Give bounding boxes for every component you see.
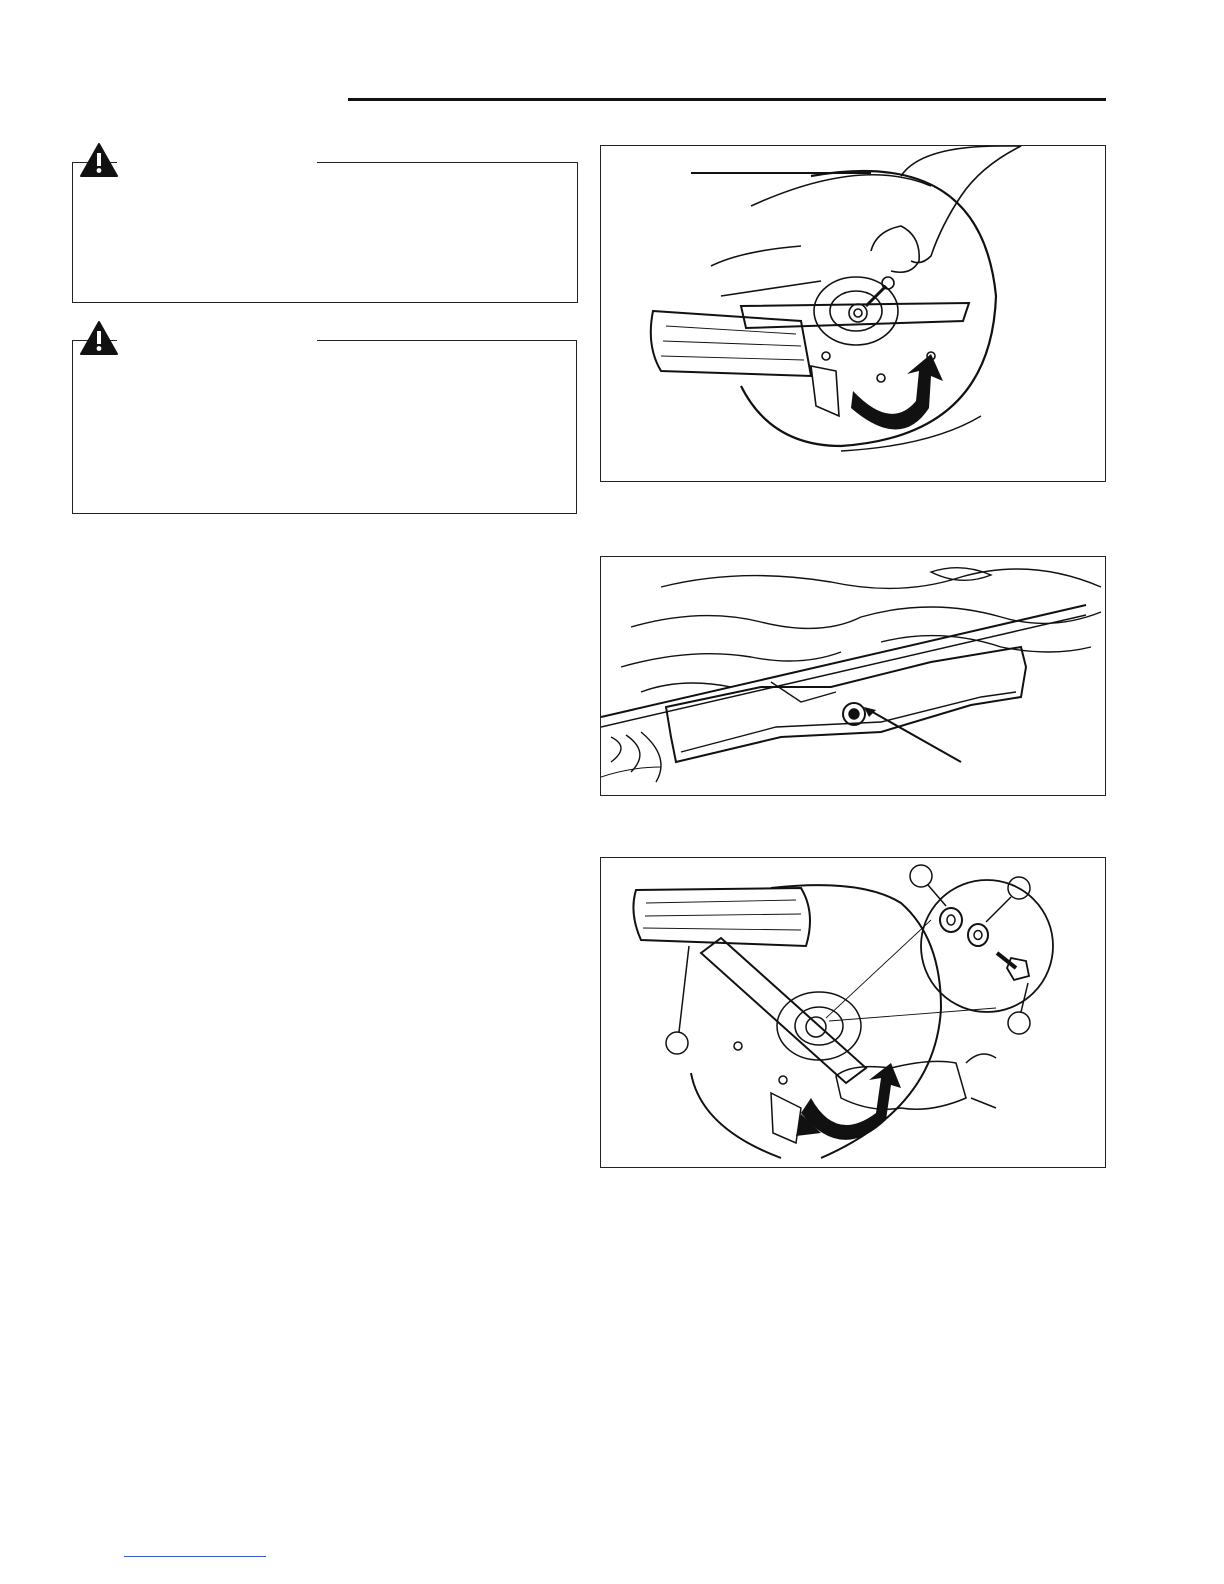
warning-box-1 xyxy=(72,162,578,303)
warning-title-gap xyxy=(117,337,317,345)
blade-removal-illustration xyxy=(601,146,1105,481)
figure-blade-removal xyxy=(600,145,1106,482)
warning-box-2 xyxy=(72,340,577,514)
footer-link-underline[interactable] xyxy=(124,1556,266,1557)
callout-circle xyxy=(910,865,932,887)
warning-triangle-icon xyxy=(79,142,119,178)
figure-blade-install xyxy=(600,857,1106,1168)
header-rule xyxy=(348,98,1106,101)
callout-circle xyxy=(666,1032,688,1054)
blade-balance-illustration xyxy=(601,557,1105,795)
figure-blade-balance xyxy=(600,556,1106,796)
callout-circle xyxy=(1008,1012,1030,1034)
warning-triangle-icon xyxy=(79,320,119,356)
blade-install-illustration xyxy=(601,858,1105,1167)
warning-title-gap xyxy=(117,159,317,167)
